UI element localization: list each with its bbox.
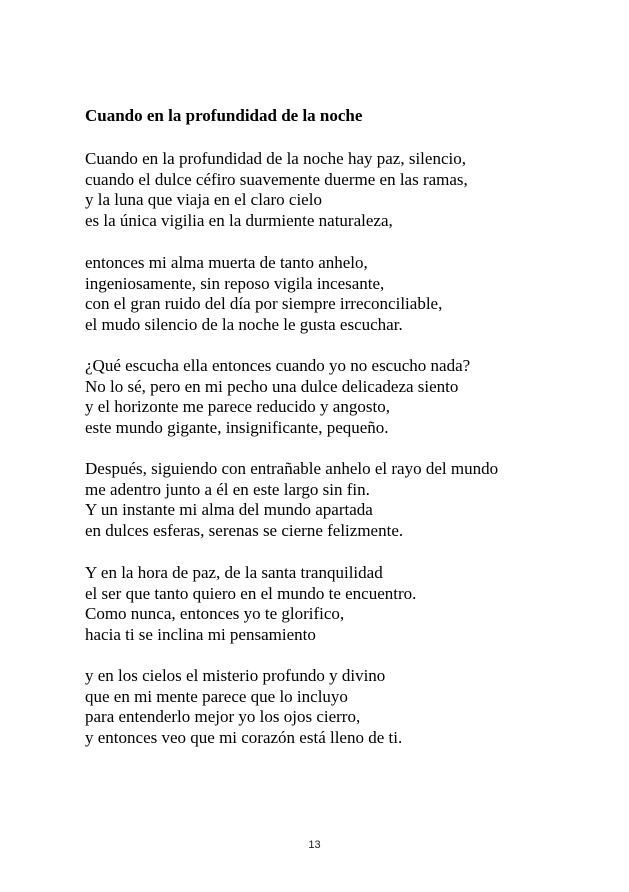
poem-line: este mundo gigante, insignificante, pequeño. [85, 417, 389, 437]
poem-line: el ser que tanto quiero en el mundo te encuentro. [85, 583, 417, 603]
poem-line: Y en la hora de paz, de la santa tranquilidad [85, 563, 383, 582]
stanza-3 [85, 356, 470, 438]
page-number: 13 [308, 839, 321, 851]
poem-line: hacia ti se inclina mi pensamiento [85, 624, 316, 644]
poem-title: Cuando en la profundidad de la noche [85, 106, 363, 125]
poem-line: para entenderlo mejor yo los ojos cierro, [85, 707, 361, 726]
stanza-4 [85, 459, 498, 541]
poem-line: en dulces esferas, serenas se cierne felizmente. [85, 520, 404, 540]
stanza-6 [85, 666, 402, 748]
stanza-2 [85, 253, 442, 335]
poem-line: Después, siguiendo con entrañable anhelo el rayo del mundo [85, 459, 499, 478]
poem-line: y en los cielos el misterio profundo y divino [85, 666, 386, 685]
poem-line: con el gran ruido del día por siempre irreconciliable, [85, 294, 443, 313]
poem-line: y la luna que viaja en el claro cielo [85, 190, 322, 209]
poem-line: y el horizonte me parece reducido y angosto, [85, 397, 390, 416]
poem-line: Cuando en la profundidad de la noche hay paz, silencio, [85, 149, 466, 168]
poem-line: Y un instante mi alma del mundo apartada [85, 500, 373, 519]
poem-line: me adentro junto a él en este largo sin fin. [85, 479, 370, 499]
poem-line: que en mi mente parece que lo incluyo [85, 686, 348, 706]
poem-line: cuando el dulce céfiro suavemente duerme en las ramas, [85, 169, 468, 189]
poem-line: entonces mi alma muerta de tanto anhelo, [85, 253, 368, 272]
poem-line: es la única vigilia en la durmiente naturaleza, [85, 210, 393, 230]
stanza-5 [85, 563, 416, 645]
poem-line: No lo sé, pero en mi pecho una dulce delicadeza siento [85, 376, 459, 396]
poem-line: ingeniosamente, sin reposo vigila incesante, [85, 273, 385, 293]
poem-line: el mudo silencio de la noche le gusta escuchar. [85, 314, 403, 334]
poem-line: y entonces veo que mi corazón está lleno de ti. [85, 727, 403, 747]
stanza-1 [85, 149, 468, 231]
poem-line: ¿Qué escucha ella entonces cuando yo no escucho nada? [85, 356, 471, 375]
poem-line: Como nunca, entonces yo te glorifico, [85, 604, 345, 623]
